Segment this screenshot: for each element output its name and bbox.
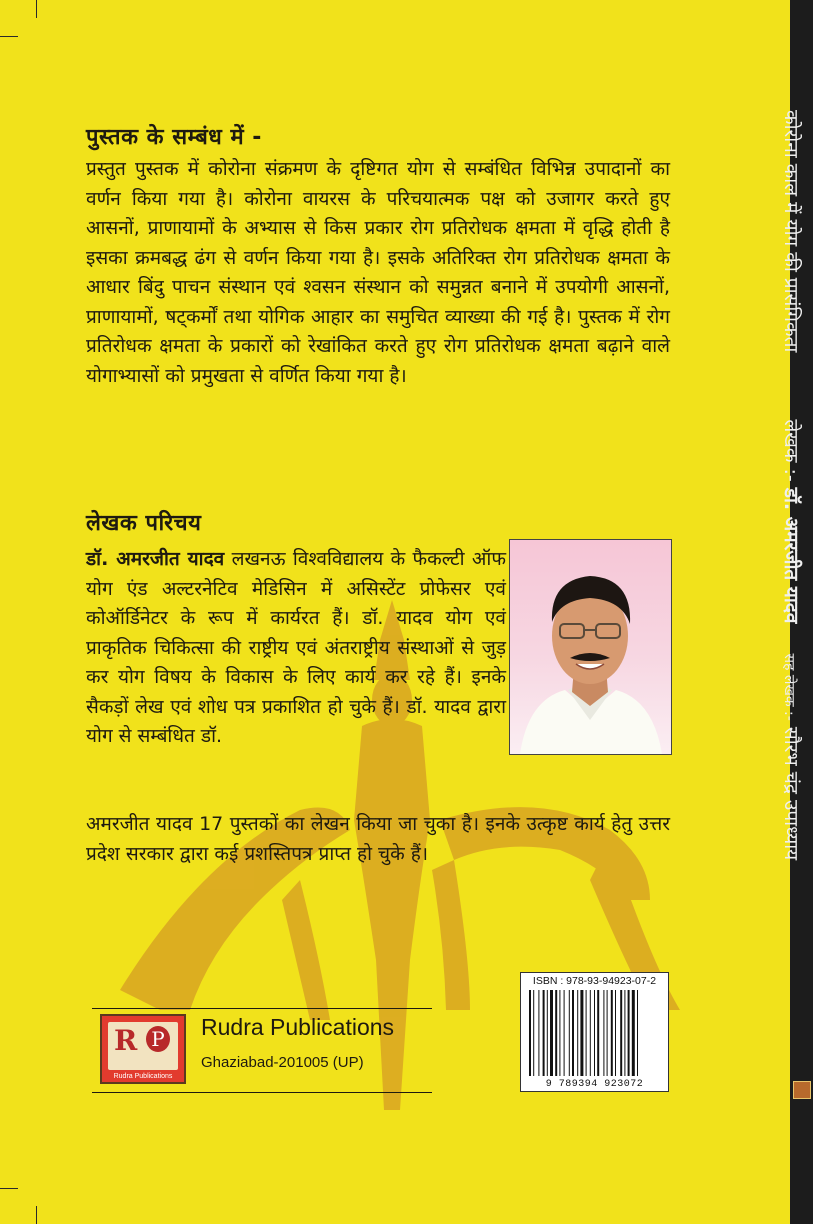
- spine-text: [779, 110, 805, 860]
- logo-letter-p: P: [146, 1026, 170, 1052]
- spine-author-prefix: लेखक :-: [780, 419, 802, 482]
- spine-coauthor-prefix: सह लेखक :-: [781, 653, 797, 721]
- author-intro-heading: लेखक परिचय: [86, 511, 202, 536]
- publisher-address: Ghaziabad-201005 (UP): [201, 1054, 364, 1071]
- logo-letter-r: R: [114, 1024, 138, 1057]
- about-book-heading: पुस्तक के सम्बंध में -: [86, 125, 262, 150]
- spine-coauthor-name: सौरभ चंद्र उपाध्याय: [780, 726, 802, 861]
- isbn-digits: 9 789394 923072: [545, 1079, 644, 1090]
- logo-caption: Rudra Publications: [113, 1073, 173, 1080]
- barcode-icon: [527, 990, 664, 1076]
- publisher-block: [92, 1008, 432, 1086]
- spine-title: कोरोना काल में योग की प्रासंगिकता: [780, 110, 802, 353]
- author-photo: [509, 539, 672, 755]
- isbn-label: ISBN : 978-93-94923-07-2: [532, 975, 657, 987]
- author-intro-text-full: अमरजीत यादव 17 पुस्तकों का लेखन किया जा चुका है। इनके उत्कृष्ट कार्य हेतु उत्तर प्रदेश सरकार द्वारा कई प्रशस्तिपत्र प्राप्त हो चुके हैं।: [86, 813, 670, 865]
- author-intro-text-part: लखनऊ विश्वविद्यालय के फैकल्टी ऑफ योग एंड अल्टरनेटिव मेडिसिन में असिस्टेंट प्रोफेसर एवं कोऑर्डिनेटर के रूप में कार्यरत हैं। डॉ. यादव योग एवं प्राकृतिक चिकित्सा की राष्ट्रीय एवं अंतराष्ट्रीय संस्थाओं से जुड़ कर योग विषय के विकास के लिए कार्य कर रहे हैं। इनके सैकड़ों लेख एवं शोध पत्र प्रकाशित हो चुके हैं। डॉ. यादव द्वारा योग से सम्बंधित डॉ.: [86, 548, 506, 747]
- publisher-logo: [100, 1014, 186, 1084]
- spine-publisher-logo: [793, 1081, 811, 1099]
- about-book-text: प्रस्तुत पुस्तक में कोरोना संक्रमण के दृष्टिगत योग से सम्बंधित विभिन्न उपादानों का वर्णन किया गया है। कोरोना वायरस के परिचयात्मक पक्ष को उजागर करते हुए आसनों, प्राणायामों के अभ्यास से किस प्रकार रोग प्रतिरोधक क्षमता में वृद्धि होती है इसका क्रमबद्ध ढंग से वर्णन किया गया है। इसके अतिरिक्त रोग प्रतिरोधक क्षमता के आधार बिंदु पाचन संस्थान एवं श्वसन संस्थान को समुन्नत बनाने में उपयोगी आसनों, प्राणायामों, षट्कर्मों तथा योगिक आहार का समुचित व्याख्या की गई है। पुस्तक में रोग प्रतिरोधक क्षमता के प्रकारों को रेखांकित करते हुए रोग प्रतिरोधक क्षमता बढ़ाने वाले योगाभ्यासों को प्रमुखता से वर्णित किया गया है।: [86, 158, 670, 387]
- author-name: डॉ. अमरजीत यादव: [86, 548, 225, 570]
- isbn-barcode-box: [520, 972, 669, 1092]
- publisher-name: Rudra Publications: [201, 1014, 395, 1040]
- spine-author-name: डॉ. अमरजीत यादव: [780, 487, 802, 624]
- author-intro-text-side: [86, 545, 506, 752]
